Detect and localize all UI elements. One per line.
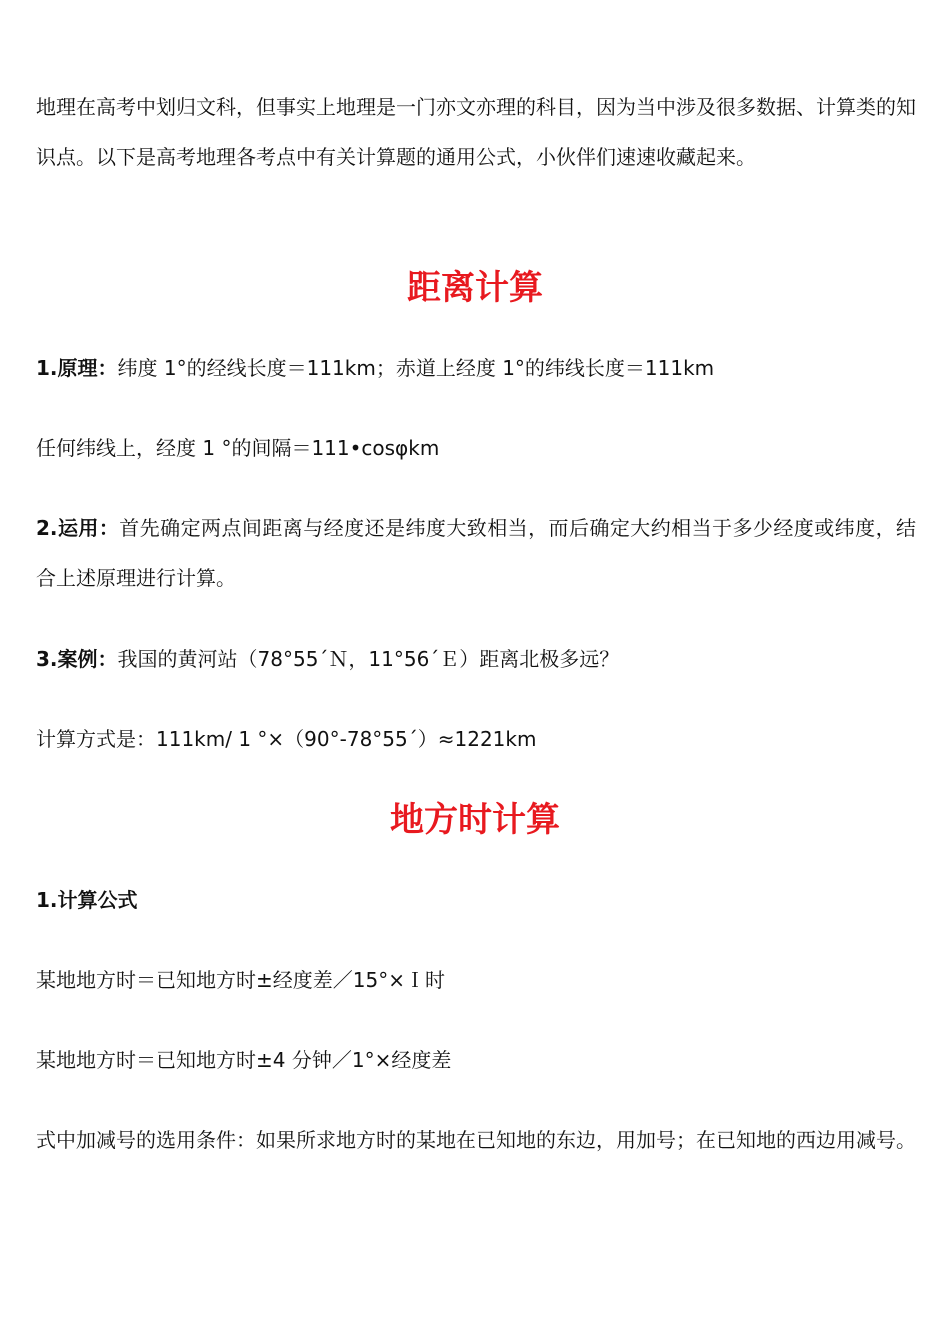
principle-label: 1.原理：	[36, 356, 118, 380]
principle-text: 纬度 1°的经线长度＝111km；赤道上经度 1°的纬线长度＝111km	[117, 356, 715, 380]
application-text: 首先确定两点间距离与经度还是纬度大致相当，而后确定大约相当于多少经度或纬度，结合上述原理进行计算。	[36, 516, 917, 590]
example-label: 3.案例：	[36, 647, 118, 671]
intro-paragraph: 地理在高考中划归文科，但事实上地理是一门亦文亦理的科目，因为当中涉及很多数据、计算类的知识点。以下是高考地理各考点中有关计算题的通用公式，小伙伴们速速收藏起来。	[36, 95, 916, 169]
distance-principle-cos: 任何纬线上，经度 1 °的间隔＝111•cosφkm	[36, 436, 440, 460]
distance-application	[36, 503, 916, 603]
section-heading-local-time: 地方时计算	[390, 800, 560, 840]
distance-example	[36, 644, 619, 674]
distance-principle	[36, 353, 714, 383]
local-time-formula-1: 某地地方时＝已知地方时±经度差／15°×Ｉ时	[36, 968, 445, 992]
section-heading-distance: 距离计算	[407, 268, 543, 308]
example-text: 我国的黄河站（78°55´Ｎ，11°56´Ｅ）距离北极多远？	[117, 647, 620, 671]
local-time-formula-2: 某地地方时＝已知地方时±4 分钟／1°×经度差	[36, 1048, 452, 1072]
local-time-formula-label: 1.计算公式	[36, 888, 138, 912]
local-time-sign-condition: 式中加减号的选用条件：如果所求地方时的某地在已知地的东边，用加号；在已知地的西边用减号。	[36, 1128, 916, 1152]
application-label: 2.运用：	[36, 516, 120, 540]
distance-example-calculation: 计算方式是：111km/ 1 °×（90°-78°55´）≈1221km	[36, 727, 537, 751]
